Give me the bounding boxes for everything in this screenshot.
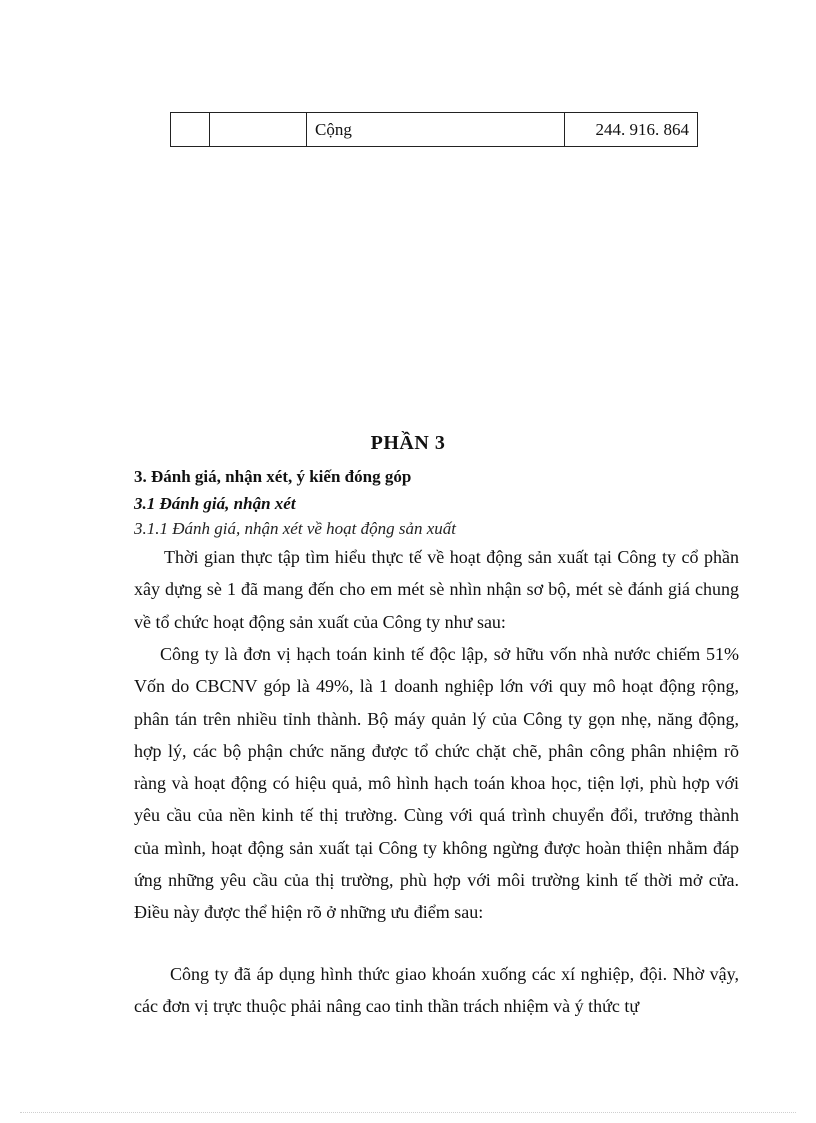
paragraph: Công ty là đơn vị hạch toán kinh tế độc lập, sở hữu vốn nhà nước chiếm 51% Vốn do CBCNV góp là 49%, là 1 doanh nghiệp lớn với quy mô hoạt động rộng, phân tán trên nhiều tỉnh thành. Bộ máy quản lý của Công ty gọn nhẹ, năng động, hợp lý, các bộ phận chức năng được tổ chức chặt chẽ, phân công phân nhiệm rõ ràng và hoạt động có hiệu quả, mô hình hạch toán khoa học, tiện lợi, phù hợp với yêu cầu của nền kinh tế thị trường. Cùng với quá trình chuyển đổi, trưởng thành của mình, hoạt động sản xuất tại Công ty không ngừng được hoàn thiện nhằm đáp ứng những yêu cầu của thị trường, phù hợp với môi trường kinh tế thời mở cửa. Điều này được thể hiện rõ ở những ưu điểm sau:	[134, 644, 739, 923]
summary-table	[170, 112, 698, 147]
part-title: PHẦN 3	[370, 432, 446, 454]
table-cell-empty	[210, 113, 307, 147]
section-title: 3. Đánh giá, nhận xét, ý kiến đóng góp	[134, 467, 412, 486]
table-total-label: Cộng	[307, 113, 565, 147]
page-footer-divider	[20, 1112, 796, 1113]
table-cell-empty	[171, 113, 210, 147]
paragraph: Công ty đã áp dụng hình thức giao khoán xuống các xí nghiệp, đội. Nhờ vậy, các đơn vị trực thuộc phải nâng cao tinh thần trách nhiệm và ý thức tự	[134, 964, 739, 1017]
subsubsection-title: 3.1.1 Đánh giá, nhận xét về hoạt động sản xuất	[134, 519, 457, 538]
subsection-title: 3.1 Đánh giá, nhận xét	[134, 494, 296, 513]
table-total-row	[171, 113, 698, 147]
paragraph: Thời gian thực tập tìm hiểu thực tế về hoạt động sản xuất tại Công ty cổ phần xây dựng sè 1 đã mang đến cho em mét sè nhìn nhận sơ bộ, mét sè đánh giá chung về tổ chức hoạt động sản xuất của Công ty như sau:	[134, 547, 739, 632]
table-total-value: 244. 916. 864	[565, 113, 698, 147]
